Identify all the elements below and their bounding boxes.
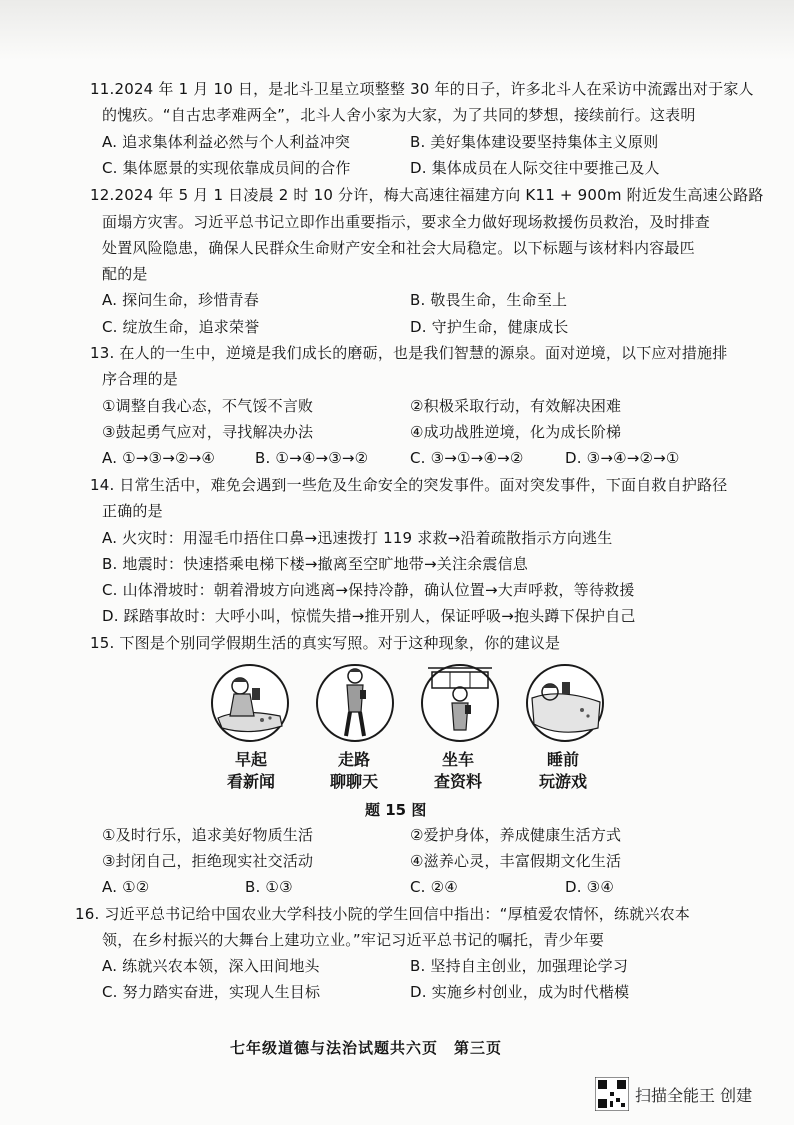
q13-statement-4: ④成功战胜逆境，化为成长阶梯 (410, 423, 622, 441)
caption-line: 走路 (337, 750, 370, 769)
q16-option-c: C. 努力踏实奋进，实现人生目标 (102, 983, 321, 1001)
q14-stem-2: 正确的是 (102, 502, 163, 520)
q11-option-c: C. 集体愿景的实现依靠成员间的合作 (102, 159, 351, 177)
q12-stem-1: 12.2024 年 5 月 1 日凌晨 2 时 10 分许，梅大高速往福建方向 K11 + 900m 附近发生高速公路路 (90, 186, 764, 204)
q14-stem-1: 14. 日常生活中，难免会遇到一些危及生命安全的突发事件。面对突发事件，下面自救自护路径 (90, 476, 728, 494)
q15-option-b: B. ①③ (245, 878, 293, 896)
q15-stem: 15. 下图是个别同学假期生活的真实写照。对于这种现象，你的建议是 (90, 634, 561, 652)
q15-illustration (210, 658, 610, 748)
caption-line: 玩游戏 (538, 772, 587, 791)
caption-line: 看新闻 (226, 772, 275, 791)
page-footer: 七年级道德与法治试题共六页 第三页 (230, 1039, 503, 1057)
morning-news-illustration (212, 665, 288, 741)
q15-figure-title: 题 15 图 (365, 801, 427, 819)
q16-option-d: D. 实施乡村创业，成为时代楷模 (410, 983, 630, 1001)
q11-option-b: B. 美好集体建设要坚持集体主义原则 (410, 133, 659, 151)
q13-statement-2: ②积极采取行动，有效解决困难 (410, 397, 622, 415)
q13-option-d: D. ③→④→②→① (565, 449, 680, 467)
q14-option-c: C. 山体滑坡时：朝着滑坡方向逃离→保持冷静，确认位置→大声呼救，等待救援 (102, 581, 635, 599)
q13-option-b: B. ①→④→③→② (255, 449, 369, 467)
q12-option-d: D. 守护生命，健康成长 (410, 318, 569, 336)
q13-statement-3: ③鼓起勇气应对，寻找解决办法 (102, 423, 314, 441)
q12-option-b: B. 敬畏生命，生命至上 (410, 291, 568, 309)
scanner-brand-text: 扫描全能王 创建 (635, 1086, 753, 1105)
scan-shadow (0, 0, 794, 60)
q11-stem-1: 11.2024 年 1 月 10 日，是北斗卫星立项整整 30 年的日子，许多北斗人在采访中流露出对于家人 (90, 80, 754, 98)
q12-stem-3: 处置风险隐患，确保人民群众生命财产安全和社会大局稳定。以下标题与该材料内容最匹 (102, 239, 695, 257)
caption-line: 睡前 (546, 750, 579, 769)
q13-stem-1: 13. 在人的一生中，逆境是我们成长的磨砺，也是我们智慧的源泉。面对逆境，以下应对措施排 (90, 344, 728, 362)
walking-chatting-illustration (317, 665, 393, 741)
q15-statement-2: ②爱护身体，养成健康生活方式 (410, 826, 622, 844)
q16-option-b: B. 坚持自主创业，加强理论学习 (410, 957, 629, 975)
bedtime-game-illustration (527, 665, 603, 741)
qr-code-icon (595, 1077, 629, 1111)
q15-option-c: C. ②④ (410, 878, 458, 896)
q16-option-a: A. 练就兴农本领，深入田间地头 (102, 957, 320, 975)
q15-caption-3 (413, 749, 503, 793)
caption-line: 聊聊天 (329, 772, 378, 791)
q12-option-c: C. 绽放生命，追求荣誉 (102, 318, 260, 336)
q12-stem-4: 配的是 (102, 265, 148, 283)
q15-statement-4: ④滋养心灵，丰富假期文化生活 (410, 852, 622, 870)
q15-option-d: D. ③④ (565, 878, 614, 896)
q13-option-a: A. ①→③→②→④ (102, 449, 216, 467)
q15-caption-1 (206, 749, 296, 793)
q16-stem-1: 16. 习近平总书记给中国农业大学科技小院的学生回信中指出：“厚植爱农情怀，练就兴农本 (75, 905, 690, 923)
q15-option-a: A. ①② (102, 878, 150, 896)
bus-search-illustration (422, 665, 498, 741)
q15-caption-2 (309, 749, 399, 793)
caption-line: 早起 (234, 750, 267, 769)
q15-statement-3: ③封闭自己，拒绝现实社交活动 (102, 852, 314, 870)
q14-option-d: D. 踩踏事故时：大呼小叫，惊慌失措→推开别人，保证呼吸→抱头蹲下保护自己 (102, 607, 636, 625)
caption-line: 坐车 (441, 750, 474, 769)
q11-stem-2: 的愧疚。“自古忠孝难两全”，北斗人舍小家为大家，为了共同的梦想，接续前行。这表明 (102, 106, 696, 124)
q11-option-a: A. 追求集体利益必然与个人利益冲突 (102, 133, 351, 151)
q12-stem-2: 面塌方灾害。习近平总书记立即作出重要指示，要求全力做好现场救援伤员救治，及时排查 (102, 213, 711, 231)
q11-option-d: D. 集体成员在人际交往中要推己及人 (410, 159, 660, 177)
q13-option-c: C. ③→①→④→② (410, 449, 524, 467)
q12-option-a: A. 探问生命，珍惜青春 (102, 291, 259, 309)
q13-stem-2: 序合理的是 (102, 370, 179, 388)
q14-option-b: B. 地震时：快速搭乘电梯下楼→撤离至空旷地带→关注余震信息 (102, 555, 528, 573)
caption-line: 查资料 (433, 772, 482, 791)
q16-stem-2: 领，在乡村振兴的大舞台上建功立业。”牢记习近平总书记的嘱托，青少年要 (102, 931, 605, 949)
q14-option-a: A. 火灾时：用湿毛巾捂住口鼻→迅速拨打 119 求救→沿着疏散指示方向逃生 (102, 529, 613, 547)
q15-statement-1: ①及时行乐，追求美好物质生活 (102, 826, 314, 844)
q13-statement-1: ①调整自我心态，不气馁不言败 (102, 397, 314, 415)
scanner-watermark (595, 1077, 775, 1113)
q15-caption-4 (518, 749, 608, 793)
